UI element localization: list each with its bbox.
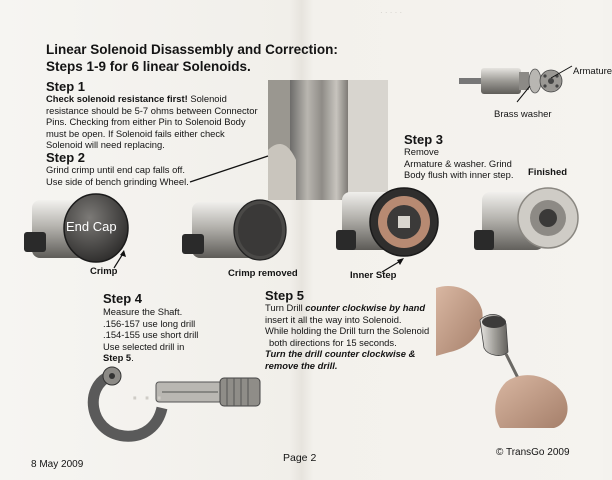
- step2-text: [46, 164, 189, 187]
- bleed-through-text: · · · · ·: [380, 8, 403, 17]
- step4-line: Use selected drill in: [103, 340, 185, 352]
- step3-line: Armature & washer. Grind: [404, 157, 512, 169]
- step4-heading: Step 4: [103, 291, 143, 306]
- step5-emphasis-line: remove the drill.: [265, 359, 338, 371]
- step5-text: [265, 302, 429, 372]
- step3-line: Body flush with inner step.: [404, 169, 514, 181]
- step1-heading: Step 1: [46, 79, 86, 94]
- step1-line: Pins. Checking from either Pin to Solenoid Body: [46, 116, 246, 128]
- step5-line: While holding the Drill turn the Solenoid: [265, 325, 430, 337]
- step2-line: Grind crimp until end cap falls off.: [46, 164, 185, 175]
- footer-copyright: © TransGo 2009: [496, 447, 570, 458]
- footer-date: 8 May 2009: [31, 459, 84, 470]
- step4-period: .: [131, 352, 134, 364]
- step5-emphasis-line: Turn the drill counter clockwise &: [265, 348, 416, 360]
- bleed-through-logo: · · ·: [132, 388, 164, 410]
- step4-step5-ref: Step 5: [103, 352, 132, 364]
- crimp-removed-label: Crimp removed: [228, 268, 298, 279]
- title-line-2: Steps 1-9 for 6 linear Solenoids.: [46, 59, 251, 74]
- armature-label: Armature: [573, 66, 612, 77]
- title-line-1: Linear Solenoid Disassembly and Correction:: [46, 42, 338, 57]
- solenoid-inner-step-photo: [332, 180, 442, 264]
- step1-bold-lead: Check solenoid resistance first!: [46, 93, 188, 104]
- solenoid-finished-photo: [472, 180, 582, 262]
- finished-label: Finished: [528, 167, 568, 178]
- solenoid-crimp-removed-photo: [180, 192, 290, 270]
- inner-step-label: Inner Step: [350, 270, 397, 281]
- end-cap-label: End Cap: [66, 219, 117, 234]
- step4-line: .154-155 use short drill: [103, 329, 199, 341]
- step4-line: .156-157 use long drill: [103, 317, 196, 329]
- step5-line1-emphasis: counter clockwise by hand: [305, 302, 426, 313]
- footer-page-number: Page 2: [283, 452, 317, 464]
- step5-heading: Step 5: [265, 288, 305, 303]
- step5-line1-pre: Turn Drill: [265, 302, 306, 313]
- hands-drill-photo: [436, 282, 572, 428]
- pointer-arrow: [188, 150, 273, 186]
- step1-text: [46, 93, 258, 151]
- step1-line: Solenoid will need replacing.: [46, 139, 165, 151]
- step1-line: resistance should be 5-7 ohms between Connector: [46, 104, 258, 116]
- step3-heading: Step 3: [404, 132, 444, 147]
- armature-washer-photo: [455, 58, 575, 106]
- step3-text: [404, 146, 513, 181]
- crimp-label: Crimp: [90, 266, 118, 277]
- brass-washer-label: Brass washer: [494, 109, 552, 120]
- step2-heading: Step 2: [46, 150, 86, 165]
- micrometer-photo: [84, 356, 264, 440]
- step3-line: Remove: [404, 146, 439, 157]
- page-title: [46, 41, 338, 75]
- step5-line: both directions for 15 seconds.: [269, 336, 397, 348]
- step2-line: Use side of bench grinding Wheel.: [46, 175, 189, 187]
- step5-line: insert it all the way into Solenoid.: [265, 313, 402, 325]
- step4-line: Measure the Shaft.: [103, 306, 183, 317]
- step1-line: must be open. If Solenoid fails either check: [46, 127, 225, 139]
- step1-line: Solenoid: [190, 93, 227, 104]
